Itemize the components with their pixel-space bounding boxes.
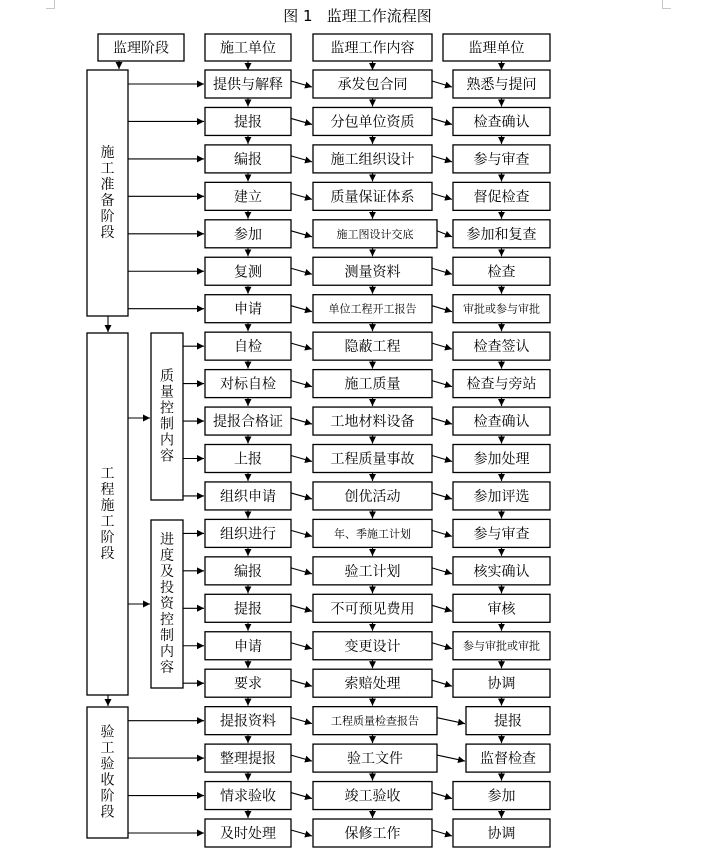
contractor-box-13 <box>205 557 291 585</box>
header-supervisor <box>443 34 550 61</box>
contractor-box-9-label: 提报合格证 <box>213 414 283 431</box>
content-box-7-label: 隐蔽工程 <box>344 339 401 356</box>
supervisor-box-10-label: 参加处理 <box>473 451 530 468</box>
arrow-contractor-to-content-0 <box>291 81 312 87</box>
content-box-19-label: 竣工验收 <box>344 788 401 805</box>
contractor-box-19-label: 情求验收 <box>220 788 276 805</box>
contractor-box-5 <box>205 257 291 285</box>
supervisor-box-16-label: 协调 <box>487 676 516 693</box>
supervisor-box-8 <box>453 370 550 398</box>
contractor-box-20 <box>205 819 291 847</box>
supervisor-box-2-label: 参与审查 <box>473 151 530 168</box>
supervisor-box-14 <box>453 594 550 622</box>
content-box-20 <box>313 819 432 847</box>
contractor-box-1-label: 提报 <box>234 114 262 131</box>
content-box-0 <box>313 70 432 98</box>
supervisor-box-7 <box>453 332 550 360</box>
arrow-content-to-supervisor-20 <box>432 830 452 836</box>
contractor-box-6-label: 申请 <box>234 301 262 318</box>
arrow-content-to-supervisor-11 <box>432 493 452 499</box>
supervisor-box-3 <box>453 182 550 210</box>
subgroup-box-quality <box>151 333 183 500</box>
supervisor-box-1-label: 检查确认 <box>473 114 530 131</box>
arrow-content-to-supervisor-0 <box>432 81 452 87</box>
content-box-12 <box>313 519 432 547</box>
header-content-label: 监理工作内容 <box>330 40 415 57</box>
contractor-box-16 <box>205 669 291 697</box>
content-box-14-label: 不可预见费用 <box>330 601 415 618</box>
contractor-box-2 <box>205 145 291 173</box>
arrow-contractor-to-content-8 <box>291 381 312 387</box>
supervisor-box-17 <box>466 707 550 735</box>
header-contractor <box>205 34 291 61</box>
arrow-content-to-supervisor-2 <box>432 156 452 162</box>
contractor-box-0-label: 提供与解释 <box>213 77 283 94</box>
content-box-8 <box>313 370 432 398</box>
content-box-3 <box>313 182 432 210</box>
arrow-content-to-supervisor-19 <box>432 793 452 799</box>
content-box-19 <box>313 782 432 810</box>
contractor-box-12-label: 组织进行 <box>220 526 276 543</box>
arrow-contractor-to-content-1 <box>291 118 312 124</box>
arrow-content-to-supervisor-10 <box>432 456 452 462</box>
arrow-content-to-supervisor-4 <box>437 231 452 237</box>
supervisor-box-19 <box>453 782 550 810</box>
header-contractor-label: 施工单位 <box>220 40 276 57</box>
arrow-content-to-supervisor-16 <box>432 680 452 686</box>
arrow-content-to-supervisor-8 <box>432 381 452 387</box>
arrow-contractor-to-content-10 <box>291 456 312 462</box>
content-box-6-label: 单位工程开工报告 <box>328 302 417 316</box>
contractor-box-3-label: 建立 <box>234 189 262 206</box>
supervisor-box-18-label: 监督检查 <box>480 751 536 768</box>
contractor-box-15-label: 申请 <box>234 638 262 655</box>
supervisor-box-18 <box>466 744 550 772</box>
contractor-box-10 <box>205 445 291 473</box>
content-box-16 <box>313 669 432 697</box>
contractor-box-20-label: 及时处理 <box>220 826 276 843</box>
contractor-box-14-label: 提报 <box>234 601 262 618</box>
stage-box-construction <box>87 333 128 695</box>
arrow-contractor-to-content-7 <box>291 343 312 349</box>
contractor-box-4-label: 参加 <box>234 226 262 243</box>
arrow-content-to-supervisor-6 <box>432 306 452 312</box>
arrow-contractor-to-content-17 <box>291 718 312 724</box>
contractor-box-13-label: 编报 <box>234 563 262 580</box>
content-box-1-label: 分包单位资质 <box>330 114 415 131</box>
arrow-content-to-supervisor-3 <box>432 193 452 199</box>
arrow-contractor-to-content-15 <box>291 643 312 649</box>
header-stage <box>98 34 184 61</box>
contractor-box-18-label: 整理提报 <box>220 751 276 768</box>
contractor-box-17-label: 提报资料 <box>220 713 276 730</box>
content-box-20-label: 保修工作 <box>344 826 401 843</box>
content-box-17 <box>313 707 437 735</box>
contractor-box-10-label: 上报 <box>234 451 262 468</box>
contractor-box-11 <box>205 482 291 510</box>
content-box-15 <box>313 632 432 660</box>
supervisor-box-5 <box>453 257 550 285</box>
stage-box-acceptance <box>87 707 128 838</box>
supervisor-box-7-label: 检查签认 <box>473 339 530 356</box>
contractor-box-7 <box>205 332 291 360</box>
supervisor-box-5-label: 检查 <box>487 264 516 281</box>
contractor-box-9 <box>205 407 291 435</box>
contractor-box-7-label: 自检 <box>234 339 262 356</box>
content-box-0-label: 承发包合同 <box>337 77 408 94</box>
arrow-content-to-supervisor-17 <box>437 718 465 724</box>
header-content <box>313 34 432 61</box>
arrow-contractor-to-content-19 <box>291 793 312 799</box>
supervisor-box-4 <box>453 220 550 248</box>
content-box-13 <box>313 557 432 585</box>
subgroup-box-quality-label: 质量控制内容 <box>160 368 174 465</box>
content-box-7 <box>313 332 432 360</box>
supervisor-box-15 <box>453 632 550 660</box>
arrow-contractor-to-content-2 <box>291 156 312 162</box>
supervisor-box-1 <box>453 107 550 135</box>
arrow-contractor-to-content-6 <box>291 306 312 312</box>
contractor-box-14 <box>205 594 291 622</box>
supervisor-box-17-label: 提报 <box>494 713 522 730</box>
arrow-content-to-supervisor-14 <box>432 605 452 611</box>
supervisor-box-10 <box>453 445 550 473</box>
contractor-box-6 <box>205 295 291 323</box>
content-box-2-label: 施工组织设计 <box>330 151 415 168</box>
arrow-contractor-to-content-3 <box>291 193 312 199</box>
arrow-contractor-to-content-9 <box>291 418 312 424</box>
supervisor-box-14-label: 审核 <box>487 601 516 618</box>
supervisor-box-16 <box>453 669 550 697</box>
content-box-2 <box>313 145 432 173</box>
content-box-4-label: 施工图设计交底 <box>336 227 414 241</box>
contractor-box-1 <box>205 107 291 135</box>
arrow-content-to-supervisor-15 <box>432 643 452 649</box>
arrow-content-to-supervisor-1 <box>432 118 452 124</box>
arrow-contractor-to-content-18 <box>291 755 312 761</box>
supervisor-box-0-label: 熟悉与提问 <box>466 77 537 94</box>
content-box-12-label: 年、季施工计划 <box>334 527 411 541</box>
contractor-box-3 <box>205 182 291 210</box>
contractor-box-4 <box>205 220 291 248</box>
contractor-box-19 <box>205 782 291 810</box>
content-box-8-label: 施工质量 <box>344 376 401 393</box>
flowchart-boxes <box>87 34 550 847</box>
content-box-15-label: 变更设计 <box>344 638 401 655</box>
supervisor-box-6 <box>453 295 550 323</box>
content-box-17-label: 工程质量检查报告 <box>331 714 419 728</box>
subgroup-box-progress <box>151 520 183 688</box>
content-box-9-label: 工地材料设备 <box>330 414 415 431</box>
header-supervisor-label: 监理单位 <box>468 40 525 57</box>
supervisor-box-9-label: 检查确认 <box>473 414 530 431</box>
supervisor-box-0 <box>453 70 550 98</box>
contractor-box-15 <box>205 632 291 660</box>
supervisor-box-9 <box>453 407 550 435</box>
supervisor-box-19-label: 参加 <box>487 788 516 805</box>
arrow-content-to-supervisor-9 <box>432 418 452 424</box>
content-box-3-label: 质量保证体系 <box>330 189 415 206</box>
stage-box-construction-label: 工程施工阶段 <box>100 465 115 562</box>
arrow-content-to-supervisor-12 <box>432 530 452 536</box>
contractor-box-12 <box>205 519 291 547</box>
contractor-box-11-label: 组织申请 <box>220 488 276 505</box>
contractor-box-17 <box>205 707 291 735</box>
subgroup-box-progress-label: 进度及投资控制内容 <box>160 531 174 676</box>
supervisor-box-4-label: 参加和复查 <box>466 226 537 243</box>
content-box-16-label: 索赔处理 <box>344 676 401 693</box>
arrow-contractor-to-content-14 <box>291 605 312 611</box>
content-box-6 <box>313 295 432 323</box>
content-box-11 <box>313 482 432 510</box>
supervisor-box-3-label: 督促检查 <box>473 189 530 206</box>
supervisor-box-2 <box>453 145 550 173</box>
diagram-title: 图 1 监理工作流程图 <box>283 7 432 25</box>
arrow-content-to-supervisor-13 <box>432 568 452 574</box>
arrow-contractor-to-content-11 <box>291 493 312 499</box>
stage-box-prep <box>87 70 128 316</box>
contractor-box-16-label: 要求 <box>234 676 262 693</box>
content-box-5-label: 测量资料 <box>344 264 401 281</box>
contractor-box-8-label: 对标自检 <box>220 376 276 393</box>
supervisor-box-20-label: 协调 <box>487 826 516 843</box>
arrow-contractor-to-content-5 <box>291 268 312 274</box>
supervisor-box-15-label: 参与审批或审批 <box>463 639 540 653</box>
supervisor-box-6-label: 审批或参与审批 <box>463 302 540 316</box>
supervisor-box-20 <box>453 819 550 847</box>
contractor-box-5-label: 复测 <box>234 264 262 281</box>
contractor-box-18 <box>205 744 291 772</box>
content-box-18 <box>313 744 437 772</box>
content-box-11-label: 创优活动 <box>344 488 401 505</box>
content-box-13-label: 验工计划 <box>344 563 401 580</box>
header-stage-label: 监理阶段 <box>113 40 169 57</box>
content-box-1 <box>313 107 432 135</box>
arrow-contractor-to-content-12 <box>291 530 312 536</box>
supervisor-box-8-label: 检查与旁站 <box>466 376 537 393</box>
arrow-content-to-supervisor-7 <box>432 343 452 349</box>
contractor-box-2-label: 编报 <box>234 151 262 168</box>
supervisor-box-13-label: 核实确认 <box>473 563 530 580</box>
arrow-content-to-supervisor-5 <box>432 268 452 274</box>
content-box-4 <box>313 220 437 248</box>
content-box-5 <box>313 257 432 285</box>
contractor-box-8 <box>205 370 291 398</box>
contractor-box-0 <box>205 70 291 98</box>
supervisor-box-12 <box>453 519 550 547</box>
stage-box-acceptance-label: 验工验收阶段 <box>100 724 115 821</box>
content-box-18-label: 验工文件 <box>347 751 403 768</box>
arrow-contractor-to-content-20 <box>291 830 312 836</box>
arrow-contractor-to-content-16 <box>291 680 312 686</box>
supervisor-box-12-label: 参与审查 <box>473 526 530 543</box>
supervisor-box-13 <box>453 557 550 585</box>
stage-box-prep-label: 施工准备阶段 <box>100 144 115 241</box>
supervisor-box-11-label: 参加评选 <box>473 488 530 505</box>
arrow-contractor-to-content-4 <box>291 231 312 237</box>
content-box-10 <box>313 445 432 473</box>
content-box-9 <box>313 407 432 435</box>
content-box-10-label: 工程质量事故 <box>330 451 415 468</box>
arrow-content-to-supervisor-18 <box>437 755 465 761</box>
arrow-contractor-to-content-13 <box>291 568 312 574</box>
content-box-14 <box>313 594 432 622</box>
supervisor-box-11 <box>453 482 550 510</box>
